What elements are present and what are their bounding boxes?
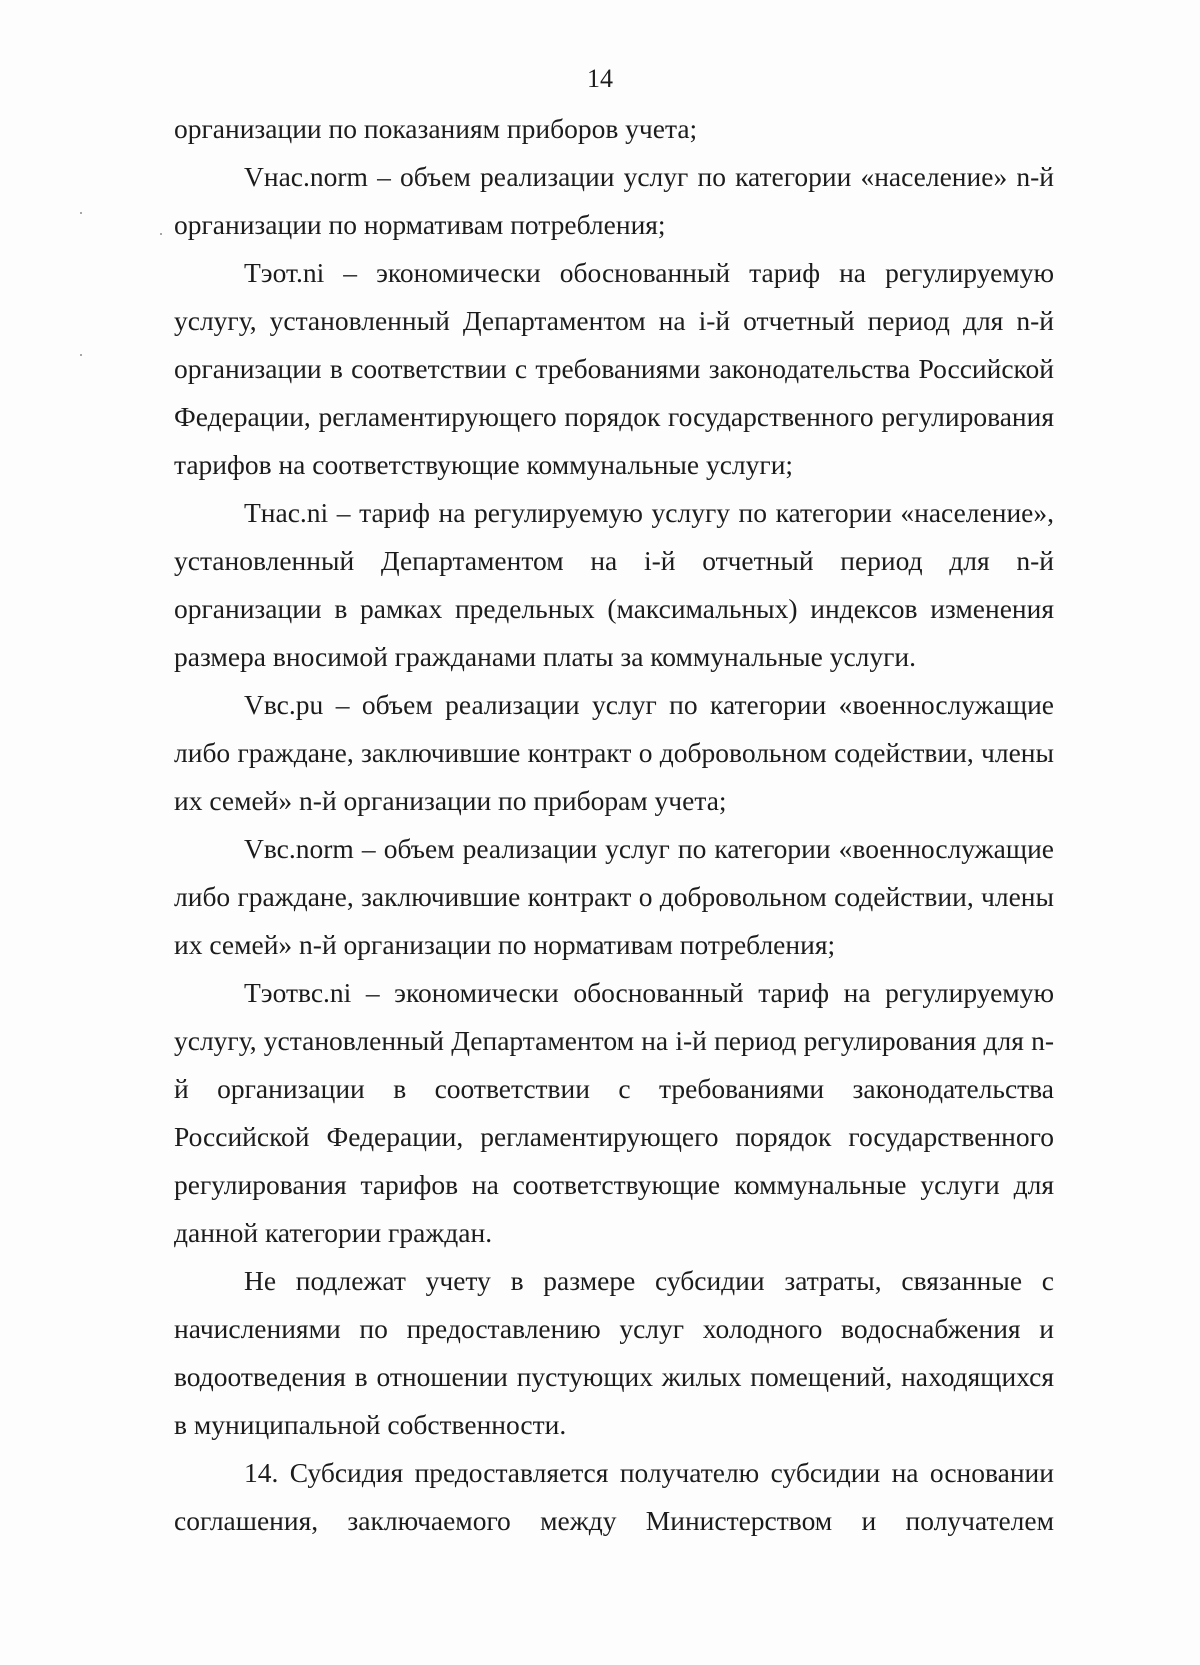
- paragraph-vvs-norm: Vвс.norm – объем реализации услуг по категории «военнослужащие либо граждане, заключившие контракт о добровольном содействии, члены их семей» n-й организации по нормативам потребления;: [174, 833, 1054, 960]
- scan-speck: [80, 354, 82, 356]
- paragraph-teotvs-ni: Тэотвс.ni – экономически обоснованный тариф на регулируемую услугу, установленный Департаментом на i-й период регулирования для n-й организации в соответствии с требованиями законодательства Российской Федерации, регламентирующего порядок государственного регулирования тарифов на соответствующие коммунальные услуги для данной категории граждан.: [174, 977, 1054, 1248]
- page-number: 14: [587, 64, 613, 93]
- paragraph-continuation: организации по показаниям приборов учета;: [174, 113, 698, 144]
- paragraph-item-14: 14. Субсидия предоставляется получателю субсидии на основании соглашения, заключаемого между Министерством и получателем: [174, 1457, 1054, 1536]
- body-text: [174, 105, 1054, 1545]
- scan-speck: [160, 233, 162, 235]
- paragraph-tnas-ni: Тнас.ni – тариф на регулируемую услугу по категории «население», установленный Департаментом на i-й отчетный период для n-й организации в рамках предельных (максимальных) индексов изменения размера вносимой гражданами платы за коммунальные услуги.: [174, 497, 1054, 672]
- paragraph-teot-ni: Тэот.ni – экономически обоснованный тариф на регулируемую услугу, установленный Департаментом на i-й отчетный период для n-й организации в соответствии с требованиями законодательства Российской Федерации, регламентирующего порядок государственного регулирования тарифов на соответствующие коммунальные услуги;: [174, 257, 1054, 480]
- paragraph-excluded-costs: Не подлежат учету в размере субсидии затраты, связанные с начислениями по предоставлению услуг холодного водоснабжения и водоотведения в отношении пустующих жилых помещений, находящихся в муниципальной собственности.: [174, 1265, 1054, 1440]
- scan-speck: [80, 212, 82, 214]
- paragraph-vvs-pu: Vвс.pu – объем реализации услуг по категории «военнослужащие либо граждане, заключившие контракт о добровольном содействии, члены их семей» n-й организации по приборам учета;: [174, 689, 1054, 816]
- paragraph-vnas-norm: Vнас.norm – объем реализации услуг по категории «население» n-й организации по нормативам потребления;: [174, 161, 1054, 240]
